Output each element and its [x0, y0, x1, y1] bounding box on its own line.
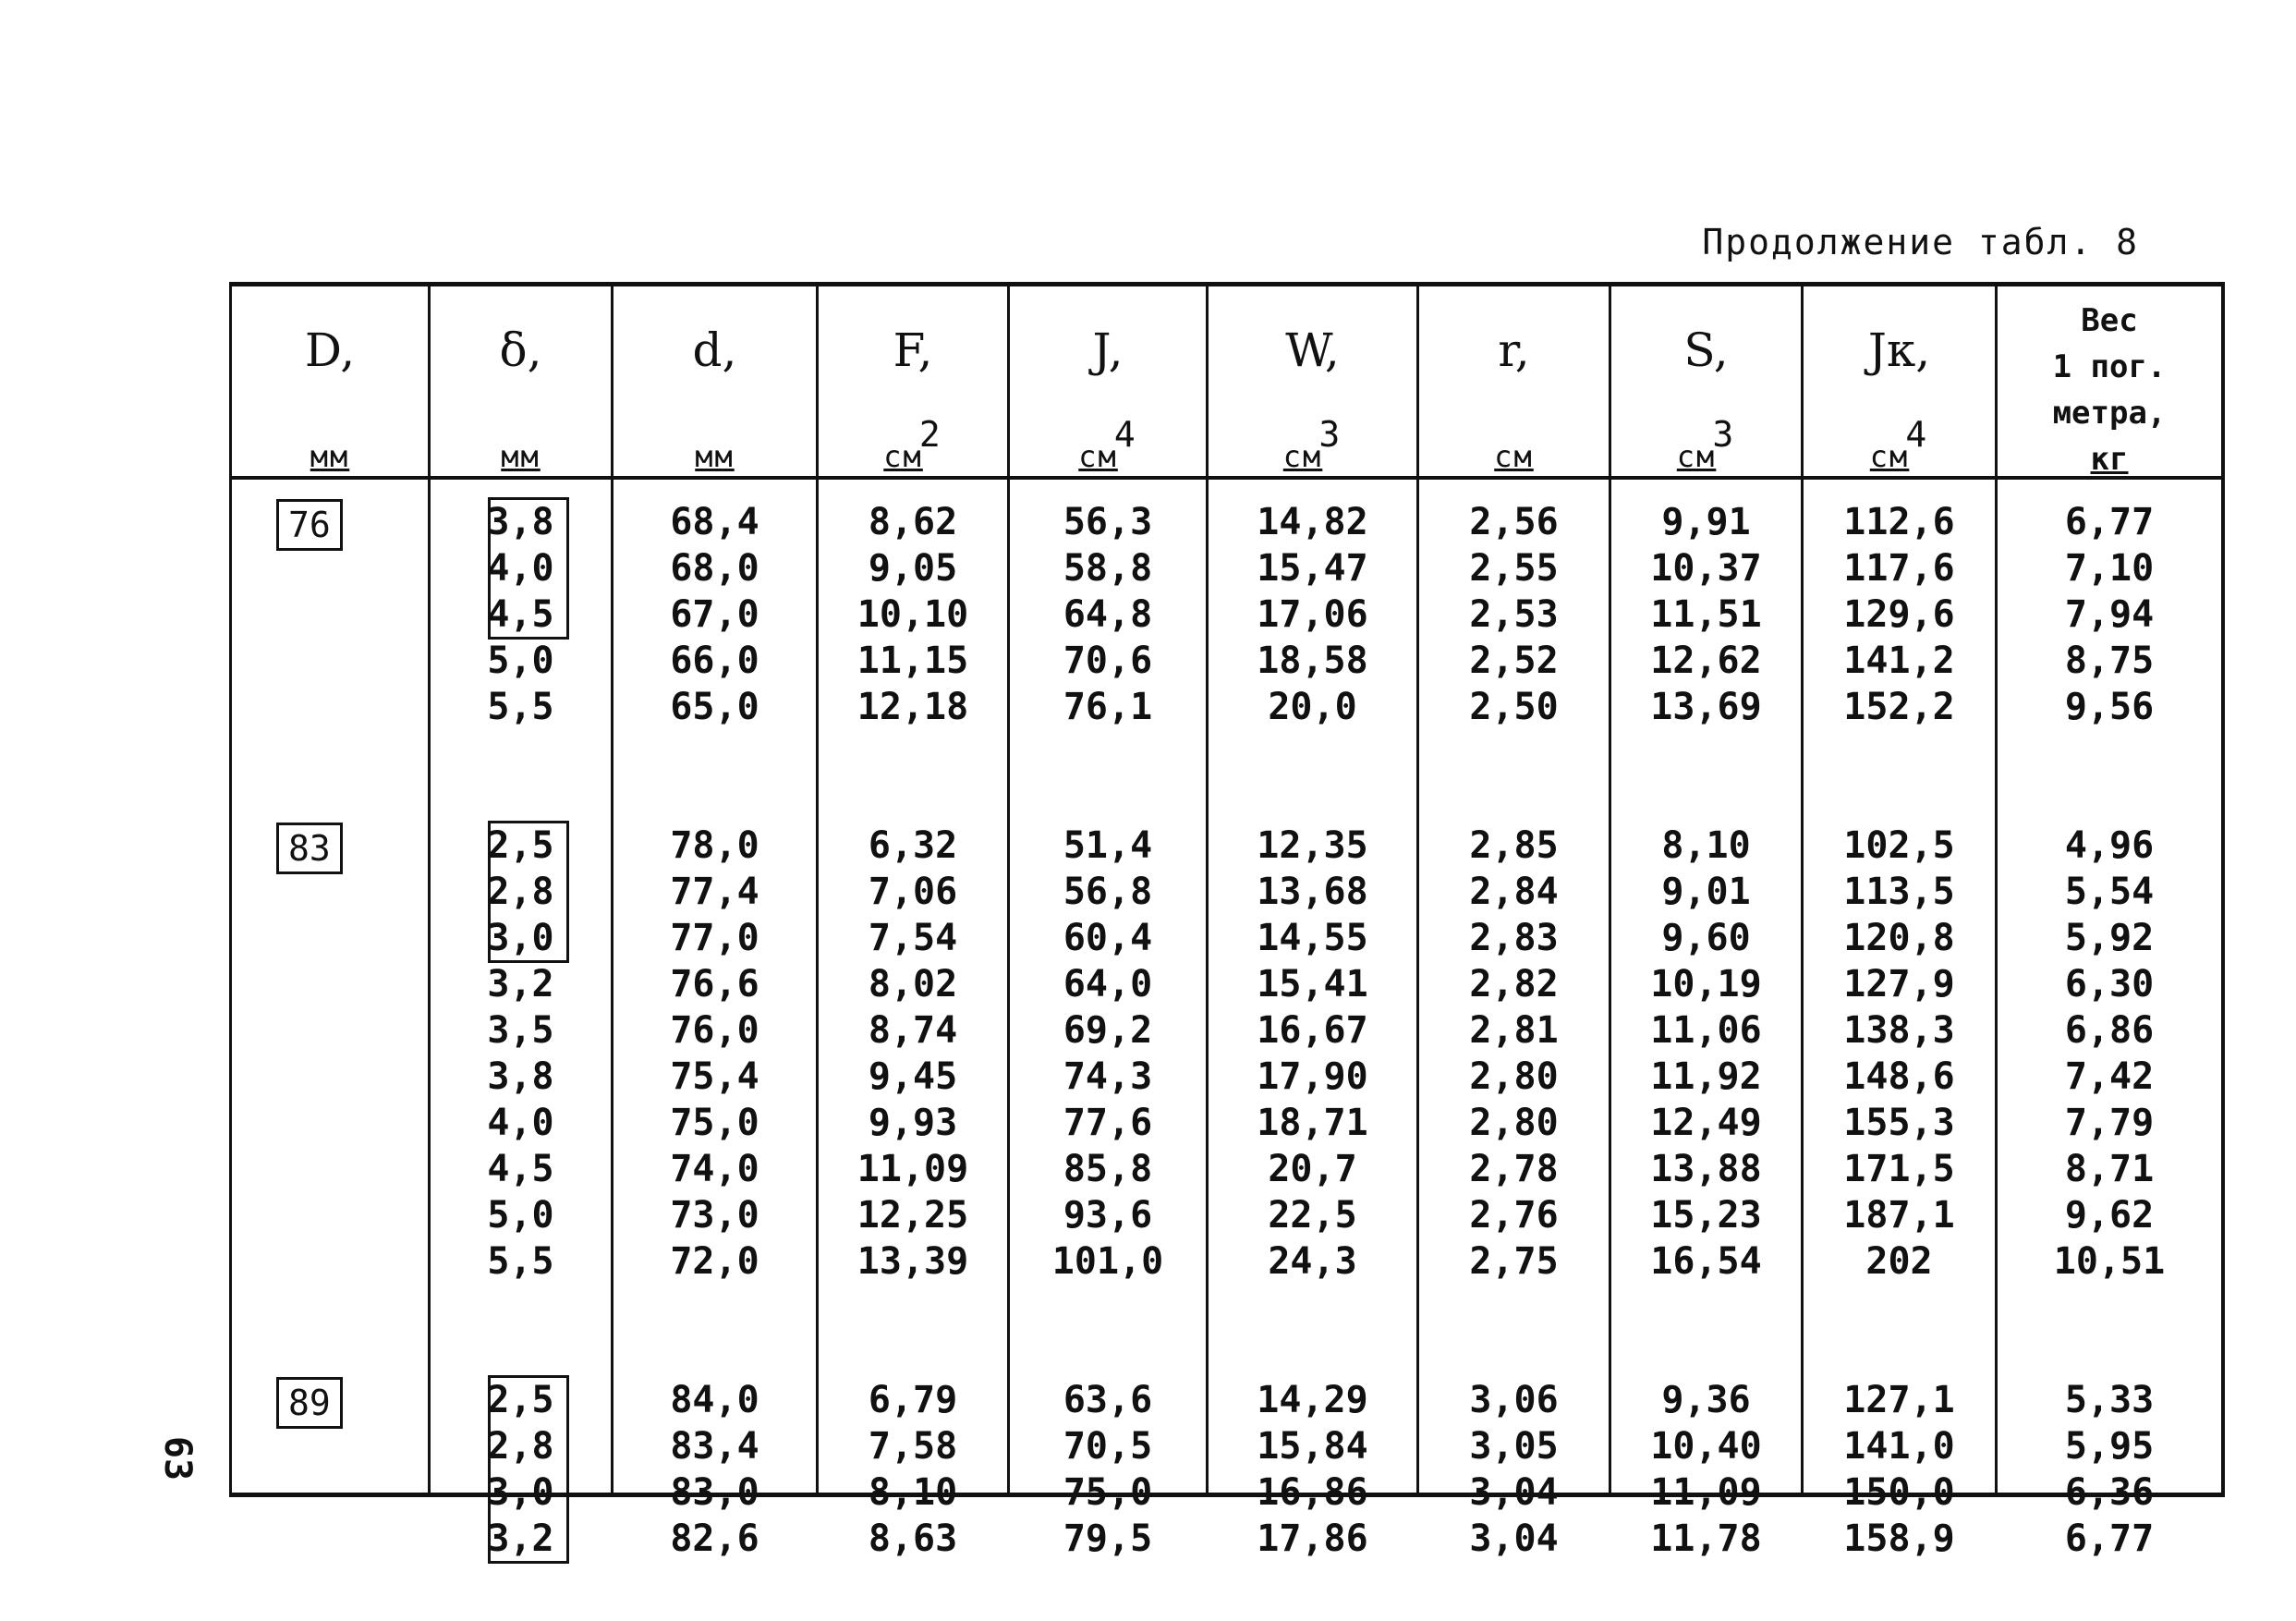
- column-unit: [1419, 439, 1609, 474]
- table-cell: 2,82: [1469, 963, 1559, 1006]
- table-cell: 158,9: [1843, 1517, 1955, 1560]
- table-cell: 2,84: [1469, 871, 1559, 913]
- table-cell: 82,6: [670, 1517, 759, 1560]
- table-cell: 10,37: [1650, 547, 1762, 590]
- column-body: [613, 499, 816, 1560]
- table-cell: 22,5: [1268, 1194, 1357, 1237]
- table-cell: 141,0: [1843, 1425, 1955, 1468]
- column-header: [232, 286, 428, 480]
- table-column-6: [1206, 286, 1416, 1560]
- table-cell: 70,5: [1063, 1425, 1153, 1468]
- table-cell: 4,0: [487, 547, 554, 590]
- column-unit: [819, 414, 1007, 474]
- table-column-3: [611, 286, 816, 1560]
- table-cell: 13,39: [856, 1240, 969, 1283]
- table-cell: 4,96: [2064, 824, 2155, 867]
- column-unit: [232, 439, 428, 474]
- column-header: [431, 286, 611, 480]
- table-cell: 2,53: [1469, 593, 1559, 636]
- table-cell: 7,54: [868, 917, 958, 959]
- table-column-7: [1416, 286, 1609, 1560]
- table-cell: 16,54: [1650, 1240, 1762, 1283]
- table-cell: 14,29: [1257, 1379, 1368, 1421]
- weight-header: [1998, 298, 2221, 482]
- table-cell: 2,8: [487, 871, 554, 913]
- table-cell: 11,92: [1650, 1055, 1762, 1098]
- table-cell: 9,62: [2064, 1194, 2155, 1237]
- table-cell: 102,5: [1843, 824, 1955, 867]
- column-body: [1419, 499, 1609, 1560]
- table-cell: 5,54: [2064, 871, 2155, 913]
- table-column-8: [1609, 286, 1801, 1560]
- table-cell: 60,4: [1063, 917, 1153, 959]
- unit-text: см: [1078, 439, 1118, 474]
- table-cell: 10,19: [1650, 963, 1762, 1006]
- column-symbol: d,: [692, 323, 737, 377]
- table-cell: 17,86: [1257, 1517, 1368, 1560]
- table-cell: 65,0: [670, 686, 759, 728]
- table-cell: 5,5: [487, 1240, 554, 1283]
- table-cell: 8,71: [2064, 1148, 2155, 1190]
- column-symbol: F,: [893, 323, 933, 377]
- table-cell: 72,0: [670, 1240, 759, 1283]
- table-cell: 74,0: [670, 1148, 759, 1190]
- table-cell: 3,5: [487, 1009, 554, 1052]
- weight-header-line: метра,: [2052, 395, 2167, 432]
- table-cell: 2,50: [1469, 686, 1559, 728]
- table-cell: 15,84: [1257, 1425, 1368, 1468]
- table-cell: 2,81: [1469, 1009, 1559, 1052]
- table-cell: 127,1: [1843, 1379, 1955, 1421]
- table-cell: 2,75: [1469, 1240, 1559, 1283]
- column-symbol: J,: [1092, 323, 1124, 377]
- table-column-2: [428, 286, 611, 1560]
- column-symbol: Jк,: [1867, 323, 1931, 377]
- table-caption: Продолжение табл. 8: [1702, 222, 2139, 262]
- table-cell: 76,0: [670, 1009, 759, 1052]
- table-cell: 13,69: [1650, 686, 1762, 728]
- diameter-value: 83: [276, 823, 343, 874]
- table-cell: 7,06: [868, 871, 958, 913]
- table-cell: 6,32: [868, 824, 958, 867]
- table-cell: 9,01: [1661, 871, 1751, 913]
- table-cell: 15,41: [1257, 963, 1368, 1006]
- unit-text: см: [883, 439, 923, 474]
- table-cell: 3,0: [487, 917, 554, 959]
- column-unit: [1611, 414, 1801, 474]
- table-cell: 8,63: [868, 1517, 958, 1560]
- table-cell: 12,35: [1257, 824, 1368, 867]
- table-cell: 4,5: [487, 593, 554, 636]
- table-cell: 11,06: [1650, 1009, 1762, 1052]
- table-cell: 10,10: [856, 593, 969, 636]
- table-cell: 11,15: [856, 640, 969, 682]
- unit-text: мм: [310, 439, 350, 474]
- unit-text: мм: [501, 439, 541, 474]
- table-cell: 12,25: [856, 1194, 969, 1237]
- table-cell: 68,4: [670, 501, 759, 543]
- table-cell: 9,91: [1661, 501, 1751, 543]
- table-cell: 93,6: [1063, 1194, 1153, 1237]
- table-cell: 11,09: [856, 1148, 969, 1190]
- table-cell: 56,3: [1063, 501, 1153, 543]
- table-cell: 117,6: [1843, 547, 1955, 590]
- column-body: [1010, 499, 1206, 1560]
- table-cell: 75,0: [670, 1102, 759, 1144]
- table-column-9: [1801, 286, 1995, 1560]
- table-cell: 77,0: [670, 917, 759, 959]
- table-cell: 6,30: [2064, 963, 2155, 1006]
- column-unit: [431, 439, 611, 474]
- table-cell: 7,94: [2064, 593, 2155, 636]
- table-cell: 9,56: [2064, 686, 2155, 728]
- table-cell: 2,55: [1469, 547, 1559, 590]
- table-cell: 74,3: [1063, 1055, 1153, 1098]
- table-cell: 83,4: [670, 1425, 759, 1468]
- table-cell: 75,4: [670, 1055, 759, 1098]
- table-cell: 6,36: [2064, 1471, 2155, 1514]
- table-cell: 2,8: [487, 1425, 554, 1468]
- table-cell: 16,86: [1257, 1471, 1368, 1514]
- column-symbol: r,: [1498, 323, 1530, 377]
- table-cell: 6,77: [2064, 501, 2155, 543]
- table-cell: 2,78: [1469, 1148, 1559, 1190]
- table-cell: 8,74: [868, 1009, 958, 1052]
- table-cell: 9,45: [868, 1055, 958, 1098]
- table-cell: 5,33: [2064, 1379, 2155, 1421]
- table-cell: 7,58: [868, 1425, 958, 1468]
- table-cell: 12,18: [856, 686, 969, 728]
- column-header: [1209, 286, 1416, 480]
- unit-text: мм: [695, 439, 735, 474]
- table-cell: 3,0: [487, 1471, 554, 1514]
- data-table: [229, 282, 2225, 1560]
- table-cell: 150,0: [1843, 1471, 1955, 1514]
- column-header: [613, 286, 816, 480]
- table-cell: 148,6: [1843, 1055, 1955, 1098]
- table-cell: 12,49: [1650, 1102, 1762, 1144]
- table-cell: 9,36: [1661, 1379, 1751, 1421]
- weight-header-line: Вес: [2081, 302, 2138, 339]
- table-cell: 152,2: [1843, 686, 1955, 728]
- column-symbol: D,: [304, 323, 356, 377]
- table-cell: 3,04: [1469, 1517, 1559, 1560]
- table-cell: 67,0: [670, 593, 759, 636]
- table-cell: 2,5: [487, 1379, 554, 1421]
- table-cell: 9,05: [868, 547, 958, 590]
- table-cell: 64,0: [1063, 963, 1153, 1006]
- table-cell: 2,5: [487, 824, 554, 867]
- table-cell: 4,5: [487, 1148, 554, 1190]
- table-cell: 70,6: [1063, 640, 1153, 682]
- column-header: [1419, 286, 1609, 480]
- table-cell: 6,77: [2064, 1517, 2155, 1560]
- column-header: [1611, 286, 1801, 480]
- column-body: [431, 499, 611, 1560]
- weight-header-line: 1 пог.: [2052, 348, 2167, 385]
- unit-exponent: 4: [1113, 414, 1137, 455]
- table-cell: 8,10: [868, 1471, 958, 1514]
- column-body: [1804, 499, 1995, 1560]
- table-cell: 76,1: [1063, 686, 1153, 728]
- table-cell: 129,6: [1843, 593, 1955, 636]
- table-cell: 2,56: [1469, 501, 1559, 543]
- column-header: [1804, 286, 1995, 480]
- table-cell: 18,58: [1257, 640, 1368, 682]
- page-number: 63: [156, 1435, 200, 1481]
- table-cell: 20,0: [1268, 686, 1357, 728]
- table-cell: 11,78: [1650, 1517, 1762, 1560]
- table-cell: 2,52: [1469, 640, 1559, 682]
- table-cell: 63,6: [1063, 1379, 1153, 1421]
- table-cell: 11,09: [1650, 1471, 1762, 1514]
- table-cell: 2,80: [1469, 1102, 1559, 1144]
- unit-text: см: [1494, 439, 1534, 474]
- table-cell: 12,62: [1650, 640, 1762, 682]
- table-cell: 77,4: [670, 871, 759, 913]
- table-cell: 2,80: [1469, 1055, 1559, 1098]
- table-cell: 17,06: [1257, 593, 1368, 636]
- unit-exponent: 2: [918, 414, 942, 455]
- table-cell: 24,3: [1268, 1240, 1357, 1283]
- table-cell: 20,7: [1268, 1148, 1357, 1190]
- unit-exponent: 3: [1318, 414, 1342, 455]
- table-cell: 4,0: [487, 1102, 554, 1144]
- column-body: [819, 499, 1007, 1560]
- table-cell: 14,82: [1257, 501, 1368, 543]
- table-cell: 77,6: [1063, 1102, 1153, 1144]
- table-cell: 83,0: [670, 1471, 759, 1514]
- table-cell: 8,10: [1661, 824, 1751, 867]
- table-cell: 66,0: [670, 640, 759, 682]
- table-cell: 15,23: [1650, 1194, 1762, 1237]
- table-cell: 8,75: [2064, 640, 2155, 682]
- diameter-value: 76: [276, 499, 343, 551]
- table-cell: 64,8: [1063, 593, 1153, 636]
- table-column-1: [229, 286, 428, 1493]
- table-cell: 6,86: [2064, 1009, 2155, 1052]
- table-cell: 18,71: [1257, 1102, 1368, 1144]
- column-body: [1998, 499, 2221, 1560]
- unit-text: см: [1869, 439, 1910, 474]
- table-cell: 75,0: [1063, 1471, 1153, 1514]
- table-cell: 6,79: [868, 1379, 958, 1421]
- unit-text: см: [1676, 439, 1717, 474]
- table-cell: 120,8: [1843, 917, 1955, 959]
- unit-exponent: 4: [1905, 414, 1929, 455]
- table-cell: 138,3: [1843, 1009, 1955, 1052]
- table-cell: 101,0: [1051, 1240, 1164, 1283]
- weight-unit: кг: [2090, 441, 2129, 478]
- table-cell: 10,40: [1650, 1425, 1762, 1468]
- table-cell: 3,05: [1469, 1425, 1559, 1468]
- table-cell: 7,10: [2064, 547, 2155, 590]
- table-cell: 5,0: [487, 640, 554, 682]
- table-cell: 14,55: [1257, 917, 1368, 959]
- table-cell: 2,76: [1469, 1194, 1559, 1237]
- table-cell: 73,0: [670, 1194, 759, 1237]
- table-cell: 15,47: [1257, 547, 1368, 590]
- table-column-4: [816, 286, 1007, 1560]
- diameter-value: 89: [276, 1377, 343, 1429]
- table-cell: 8,62: [868, 501, 958, 543]
- table-cell: 76,6: [670, 963, 759, 1006]
- table-cell: 155,3: [1843, 1102, 1955, 1144]
- column-unit: [1804, 414, 1995, 474]
- table-cell: 10,51: [2053, 1240, 2166, 1283]
- column-body: [1611, 499, 1801, 1560]
- table-cell: 51,4: [1063, 824, 1153, 867]
- unit-text: см: [1282, 439, 1323, 474]
- table-cell: 5,92: [2064, 917, 2155, 959]
- table-cell: 3,06: [1469, 1379, 1559, 1421]
- table-cell: 58,8: [1063, 547, 1153, 590]
- column-unit: [1209, 414, 1416, 474]
- table-cell: 9,60: [1661, 917, 1751, 959]
- table-cell: 79,5: [1063, 1517, 1153, 1560]
- column-header: [819, 286, 1007, 480]
- table-cell: 187,1: [1843, 1194, 1955, 1237]
- table-cell: 16,67: [1257, 1009, 1368, 1052]
- table-cell: 11,51: [1650, 593, 1762, 636]
- table-cell: 3,8: [487, 501, 554, 543]
- table-cell: 13,68: [1257, 871, 1368, 913]
- table-cell: 78,0: [670, 824, 759, 867]
- table-cell: 171,5: [1843, 1148, 1955, 1190]
- column-symbol: S,: [1683, 323, 1729, 377]
- table-cell: 7,42: [2064, 1055, 2155, 1098]
- table-cell: 2,85: [1469, 824, 1559, 867]
- table-cell: 8,02: [868, 963, 958, 1006]
- column-body: [1209, 499, 1416, 1560]
- table-cell: 17,90: [1257, 1055, 1368, 1098]
- table-cell: 5,5: [487, 686, 554, 728]
- table-cell: 84,0: [670, 1379, 759, 1421]
- table-cell: 9,93: [868, 1102, 958, 1144]
- table-cell: 56,8: [1063, 871, 1153, 913]
- table-cell: 68,0: [670, 547, 759, 590]
- table-column-10: [1995, 286, 2225, 1560]
- table-cell: 3,04: [1469, 1471, 1559, 1514]
- column-unit: [613, 439, 816, 474]
- table-cell: 127,9: [1843, 963, 1955, 1006]
- table-cell: 69,2: [1063, 1009, 1153, 1052]
- column-symbol: W,: [1285, 323, 1340, 377]
- column-header: [1998, 286, 2221, 480]
- table-cell: 202: [1865, 1240, 1933, 1283]
- table-cell: 113,5: [1843, 871, 1955, 913]
- column-unit: [1010, 414, 1206, 474]
- table-cell: 13,88: [1650, 1148, 1762, 1190]
- table-cell: 3,2: [487, 963, 554, 1006]
- column-symbol: δ,: [499, 323, 542, 377]
- table-cell: 7,79: [2064, 1102, 2155, 1144]
- unit-exponent: 3: [1712, 414, 1736, 455]
- table-cell: 85,8: [1063, 1148, 1153, 1190]
- table-cell: 3,2: [487, 1517, 554, 1560]
- table-cell: 112,6: [1843, 501, 1955, 543]
- table-column-5: [1007, 286, 1206, 1560]
- column-header: [1010, 286, 1206, 480]
- column-body: [232, 499, 428, 1493]
- table-cell: 2,83: [1469, 917, 1559, 959]
- table-cell: 5,0: [487, 1194, 554, 1237]
- table-cell: 141,2: [1843, 640, 1955, 682]
- table-cell: 5,95: [2064, 1425, 2155, 1468]
- table-cell: 3,8: [487, 1055, 554, 1098]
